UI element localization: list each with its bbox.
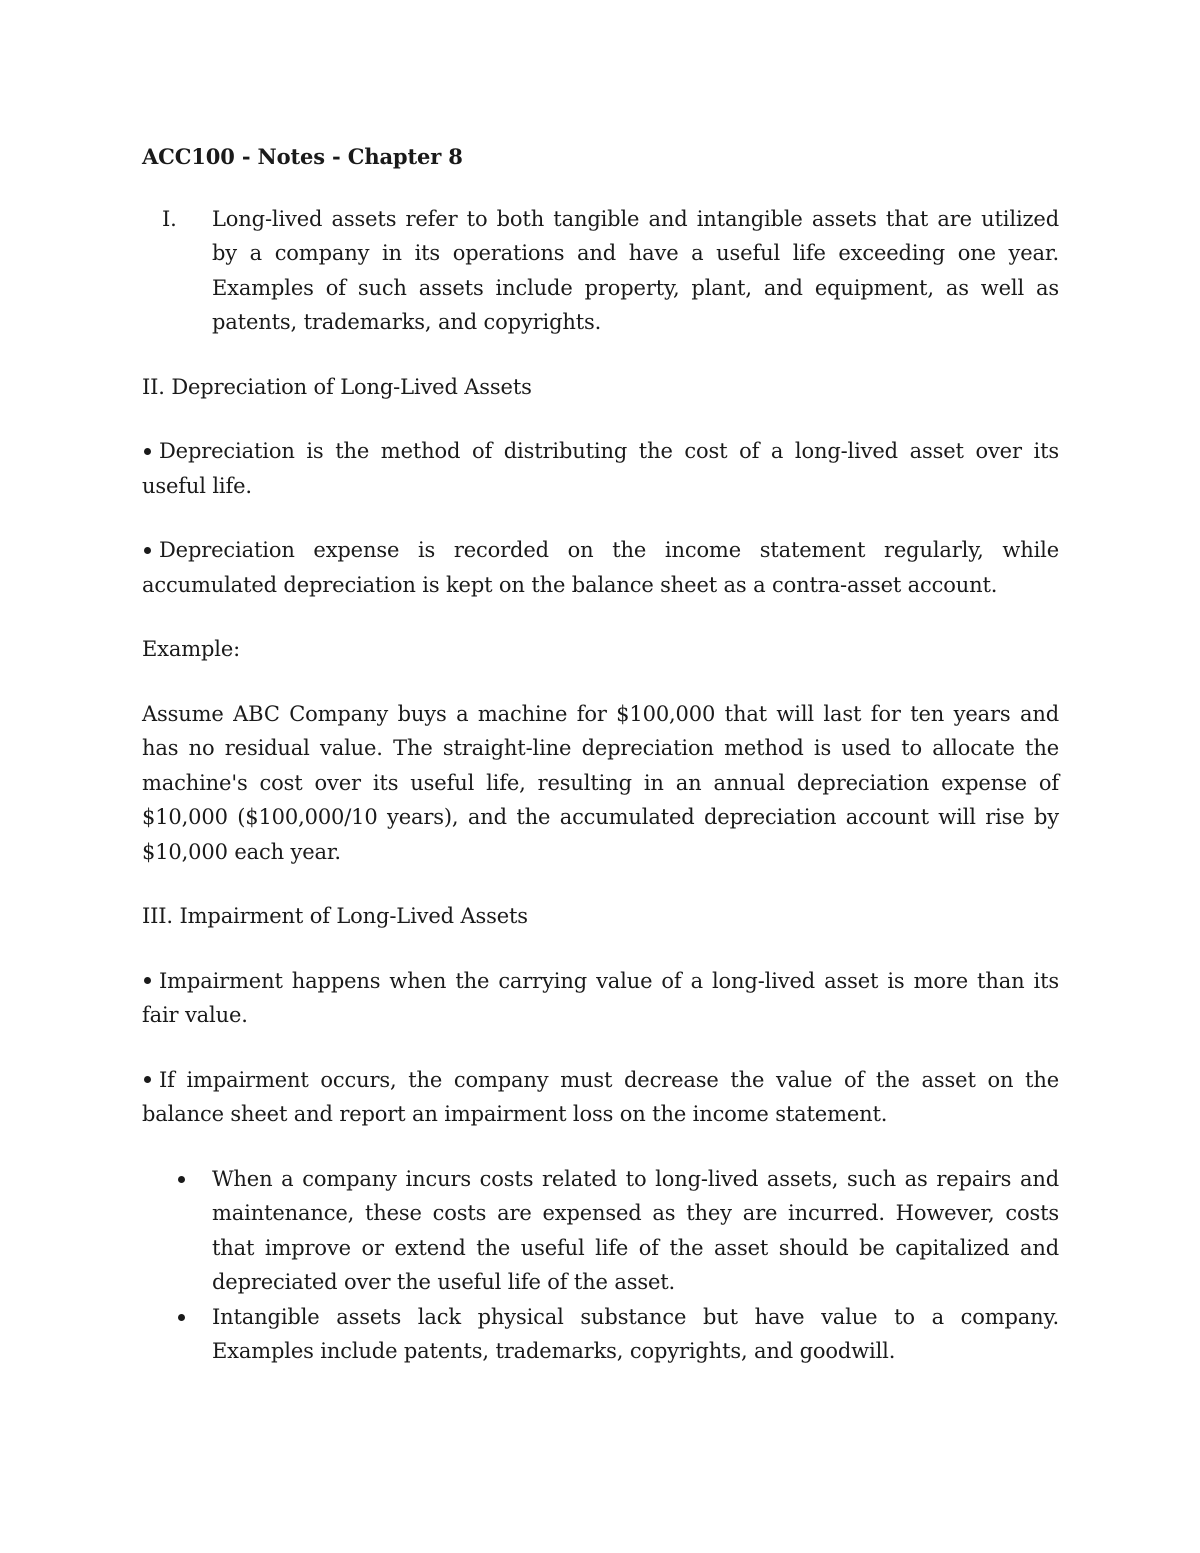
list-item	[142, 1162, 1059, 1300]
bullet-icon	[144, 448, 151, 455]
example-text: Assume ABC Company buys a machine for $100,000 that will last for ten years and has no residual value. The straight-line depreciation method is used to allocate the machine's cost over its useful life, resulting in an annual depreciation expense of $10,000 ($100,000/10 years), and the accumulated depreciation account will rise by $10,000 each year.	[142, 701, 1059, 864]
example-label: Example:	[142, 637, 241, 661]
bullet-icon	[144, 977, 151, 984]
list-item-text: Intangible assets lack physical substance but have value to a company. Examples include patents, trademarks, copyrights, and goodwill.	[212, 1304, 1059, 1363]
document-page	[142, 140, 1059, 1369]
bullet-paragraph	[142, 1063, 1059, 1132]
bullet-text: Depreciation expense is recorded on the income statement regularly, while accumulated depreciation is kept on the balance sheet as a contra-asset account.	[142, 538, 1059, 597]
document-title: ACC100 - Notes - Chapter 8	[142, 144, 463, 169]
section-3-heading: III. Impairment of Long-Lived Assets	[142, 904, 528, 928]
bullet-paragraph	[142, 964, 1059, 1033]
bullet-text: Depreciation is the method of distributing the cost of a long-lived asset over its useful life.	[142, 439, 1059, 498]
bullet-paragraph	[142, 434, 1059, 503]
section-2-heading: II. Depreciation of Long-Lived Assets	[142, 374, 532, 399]
bullet-icon	[144, 547, 151, 554]
bullet-icon	[178, 1176, 185, 1183]
bullet-icon	[144, 1076, 151, 1083]
bullet-text: If impairment occurs, the company must decrease the value of the asset on the balance sheet and report an impairment loss on the income statement.	[142, 1067, 1059, 1126]
roman-numeral-marker: I.	[162, 206, 177, 231]
bullet-paragraph	[142, 533, 1059, 602]
bullet-icon	[178, 1314, 185, 1321]
list-item	[142, 1300, 1059, 1369]
bullet-text: Impairment happens when the carrying value of a long-lived asset is more than its fair value.	[142, 968, 1059, 1027]
sub-bullet-list	[142, 1162, 1059, 1369]
section-1-text: Long-lived assets refer to both tangible and intangible assets that are utilized by a company in its operations and have a useful life exceeding one year. Examples of such assets include property, plant, and equipment, as well as patents, trademarks, and copyrights.	[212, 206, 1059, 334]
list-item-text: When a company incurs costs related to long-lived assets, such as repairs and maintenance, these costs are expensed as they are incurred. However, costs that improve or extend the useful life of the asset should be capitalized and depreciated over the useful life of the asset.	[212, 1166, 1059, 1294]
section-1	[142, 202, 1059, 340]
